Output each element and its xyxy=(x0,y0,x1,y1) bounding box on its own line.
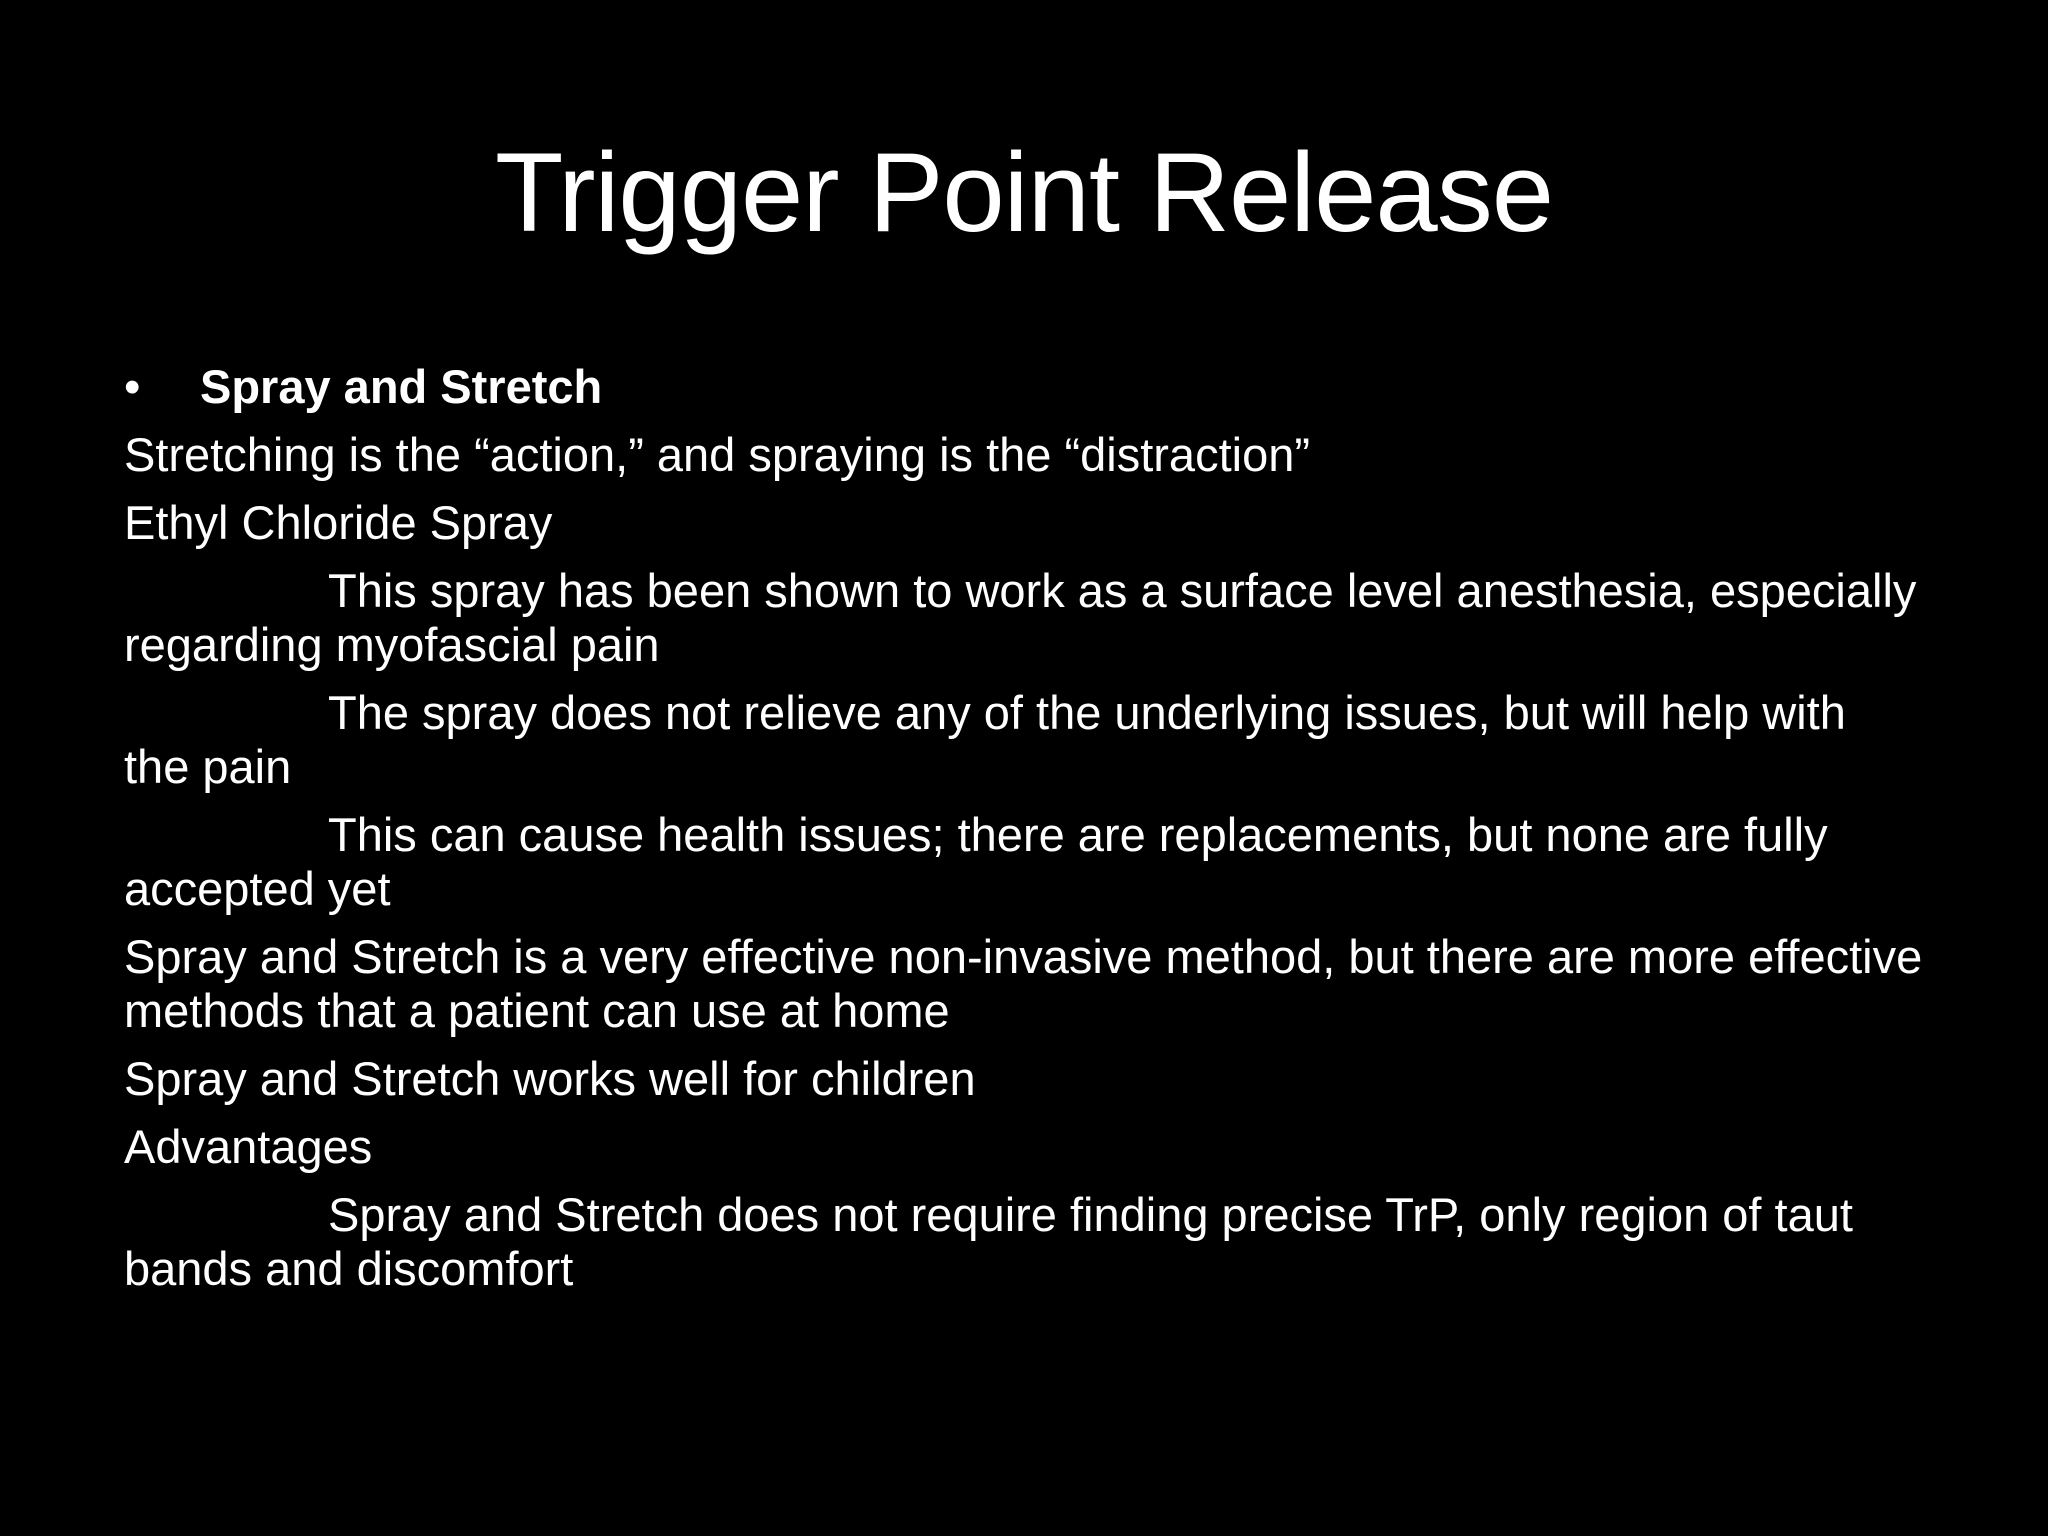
body-line-ethyl-chloride: Ethyl Chloride Spray xyxy=(124,496,553,549)
bullet-heading-line xyxy=(124,360,1924,414)
bullet-dot-icon: • xyxy=(124,360,141,413)
bullet-heading: Spray and Stretch xyxy=(200,360,603,413)
body-line-advantages: Advantages xyxy=(124,1120,373,1173)
body-line-anesthesia: This spray has been shown to work as a surface level anesthesia, especially regarding myofascial pain xyxy=(124,564,1917,671)
body-line-underlying-issues: The spray does not relieve any of the underlying issues, but will help with the pain xyxy=(124,686,1846,793)
body-line-stretching: Stretching is the “action,” and spraying is the “distraction” xyxy=(124,428,1310,481)
slide-title: Trigger Point Release xyxy=(494,130,1554,255)
slide-body xyxy=(124,360,1924,1310)
body-line-children: Spray and Stretch works well for children xyxy=(124,1052,976,1105)
body-line-health-issues: This can cause health issues; there are replacements, but none are fully accepted yet xyxy=(124,808,1828,915)
body-line-precise-trp: Spray and Stretch does not require finding precise TrP, only region of taut bands and discomfort xyxy=(124,1188,1853,1295)
body-line-effective-method: Spray and Stretch is a very effective non-invasive method, but there are more effective methods that a patient can use at home xyxy=(124,930,1923,1037)
